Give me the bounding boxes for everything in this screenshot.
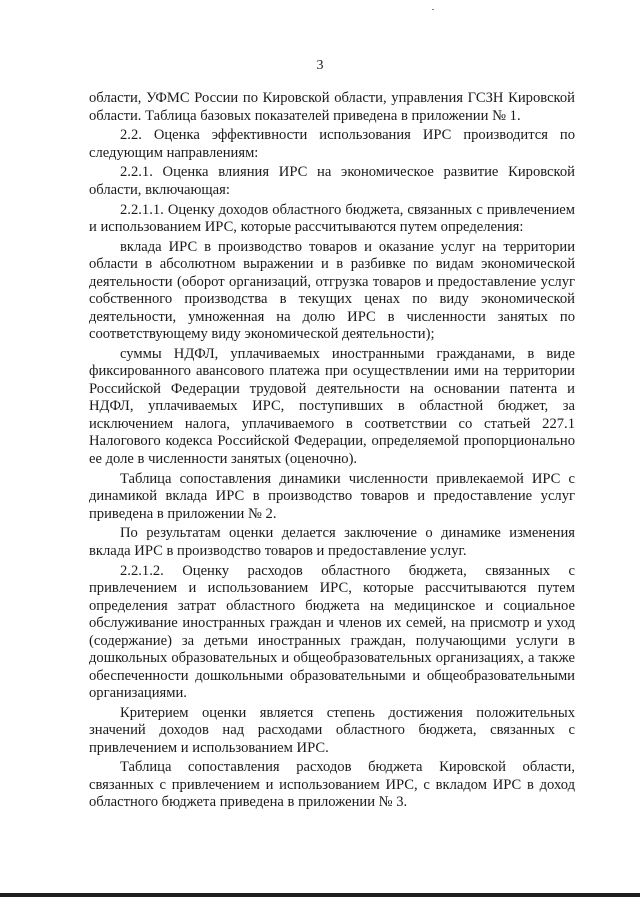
- paragraph: суммы НДФЛ, уплачиваемых иностранными гражданами, в виде фиксированного авансового платежа при осуществлении ими на территории Российской Федерации трудовой деятельности на основании патента и НДФЛ, уплачиваемых ИРС, поступивших в областной бюджет, за исключением налога, уплачиваемого в соответствии со статьей 227.1 Налогового кодекса Российской Федерации, определяемой пропорционально ее доле в численности занятых (оценочно).: [89, 345, 575, 467]
- scan-edge-line: [0, 893, 640, 897]
- paragraph: Критерием оценки является степень достижения положительных значений доходов над расходами областного бюджета, связанных с привлечением и использованием ИРС.: [89, 704, 575, 756]
- page-number: 3: [316, 58, 324, 73]
- paragraph: 2.2.1.2. Оценку расходов областного бюджета, связанных с привлечением и использованием ИРС, которые рассчитываются путем определения затрат областного бюджета на медицинское и социальное обслуживание иностранных граждан и членов их семей, на присмотр и уход (содержание) за детьми иностранных граждан, получающими услуги в дошкольных образовательных и общеобразовательных организациях, а также обеспеченности дошкольными образовательными и общеобразовательными организациями.: [89, 562, 575, 701]
- paragraph: Таблица сопоставления расходов бюджета Кировской области, связанных с привлечением и использованием ИРС, с вкладом ИРС в доход областного бюджета приведена в приложении № 3.: [89, 759, 575, 811]
- paragraph: вклада ИРС в производство товаров и оказание услуг на территории области в абсолютном выражении и в разбивке по видам экономической деятельности (оборот организаций, отгрузка товаров и предоставление услуг собственного производства в текущих ценах по виду экономической деятельности, умноженная на долю ИРС в численности занятых по соответствующему виду экономической деятельности);: [89, 238, 575, 343]
- paragraph: области, УФМС России по Кировской области, управления ГСЗН Кировской области. Таблица базовых показателей приведена в приложении № 1.: [89, 90, 575, 124]
- paragraph: 2.2.1.1. Оценку доходов областного бюджета, связанных с привлечением и использованием ИРС, которые рассчитываются путем определения:: [89, 201, 575, 236]
- paragraph: По результатам оценки делается заключение о динамике изменения вклада ИРС в производство товаров и предоставление услуг.: [89, 525, 575, 559]
- document-body: [89, 90, 575, 814]
- paragraph: Таблица сопоставления динамики численности привлекаемой ИРС с динамикой вклада ИРС в производство товаров и предоставление услуг приведена в приложении № 2.: [89, 470, 575, 522]
- paragraph: 2.2. Оценка эффективности использования ИРС производится по следующим направлениям:: [89, 127, 575, 161]
- paragraph: 2.2.1. Оценка влияния ИРС на экономическое развитие Кировской области, включающая:: [89, 164, 575, 198]
- scan-artifact: [432, 9, 434, 10]
